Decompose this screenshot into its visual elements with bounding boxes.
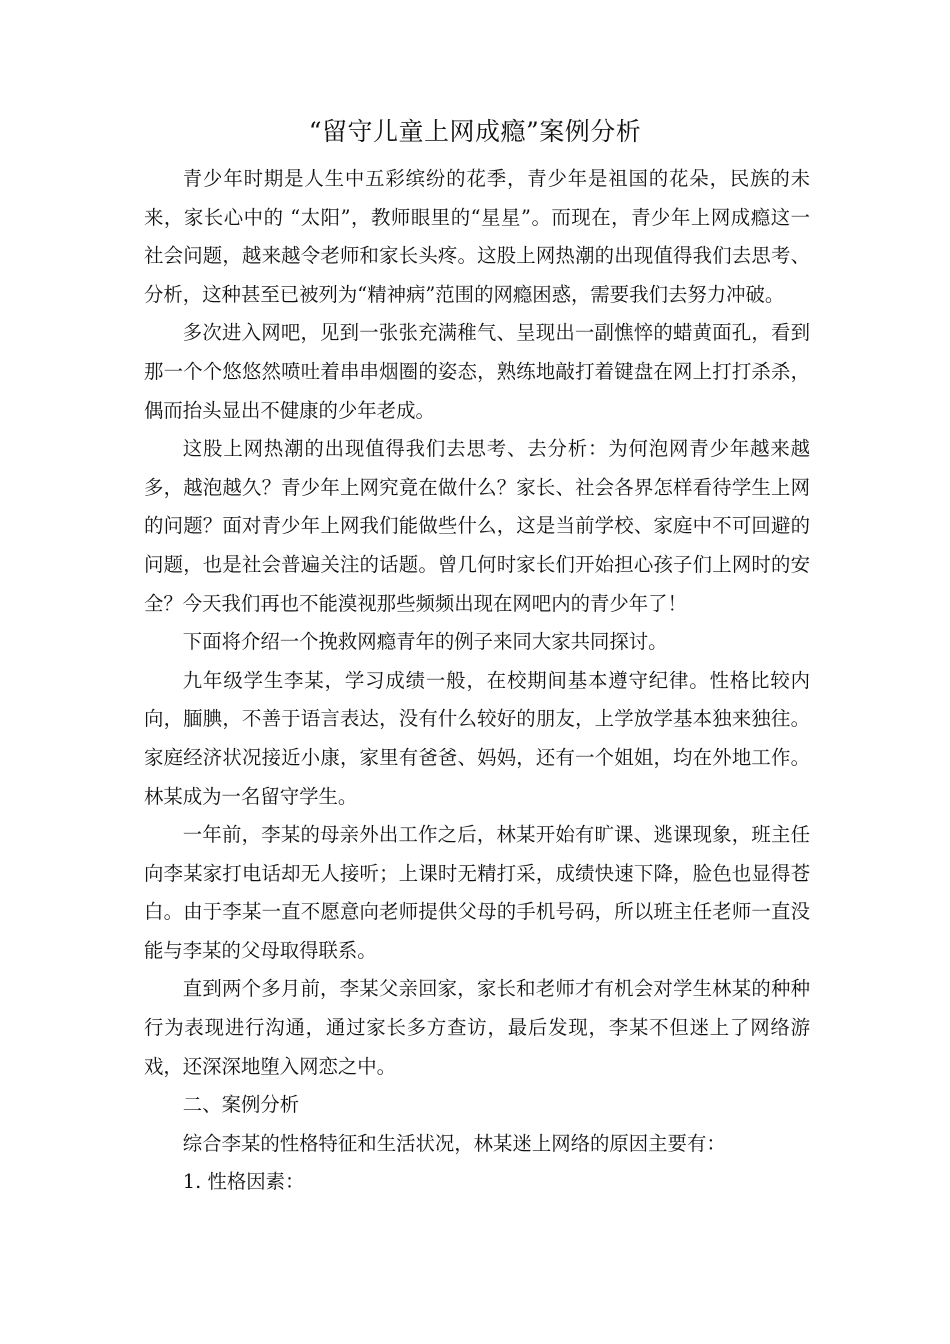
document-body xyxy=(144,160,810,1202)
document-title: “留守儿童上网成瘾”案例分析 xyxy=(308,117,642,146)
paragraph-student-background: 九年级学生李某，学习成绩一般，在校期间基本遵守纪律。性格比较内向，腼腆，不善于语言表达，没有什么较好的朋友，上学放学基本独来独往。家庭经济状况接近小康，家里有爸爸、妈妈，还有一个姐姐，均在外地工作。林某成为一名留守学生。 xyxy=(144,668,810,808)
paragraph-internet-cafe: 多次进入网吧，见到一张张充满稚气、呈现出一副憔悴的蜡黄面孔，看到那一个个悠悠然喷吐着串串烟圈的姿态，熟练地敲打着键盘在网上打打杀杀，偶而抬头显出不健康的少年老成。 xyxy=(144,321,810,422)
paragraph-problem-onset: 一年前，李某的母亲外出工作之后，林某开始有旷课、逃课现象，班主任向李某家打电话却无人接听；上课时无精打采，成绩快速下降，脸色也显得苍白。由于李某一直不愿意向老师提供父母的手机号码，所以班主任老师一直没能与李某的父母取得联系。 xyxy=(144,823,810,962)
paragraph-discovery: 直到两个多月前，李某父亲回家，家长和老师才有机会对学生林某的种种行为表现进行沟通，通过家长多方查访，最后发现，李某不但迷上了网络游戏，还深深地堕入网恋之中。 xyxy=(144,977,810,1078)
paragraph-analysis-lead: 综合李某的性格特征和生活状况，林某迷上网络的原因主要有： xyxy=(182,1131,726,1155)
paragraph-case-introduction: 下面将介绍一个挽救网瘾青年的例子来同大家共同探讨。 xyxy=(182,630,668,654)
section-heading-case-analysis: 二、案例分析 xyxy=(182,1093,300,1117)
paragraph-questions: 这股上网热潮的出现值得我们去思考、去分析：为何泡网青少年越来越多，越泡越久？青少年上网究竟在做什么？家长、社会各界怎样看待学生上网的问题？面对青少年上网我们能做些什么，这是当前学校、家庭中不可回避的问题，也是社会普遍关注的话题。曾几何时家长们开始担心孩子们上网时的安全？今天我们再也不能漠视那些频频出现在网吧内的青少年了！ xyxy=(144,437,810,615)
list-item-personality-factor: 1. 性格因素： xyxy=(182,1170,305,1194)
paragraph-intro: 青少年时期是人生中五彩缤纷的花季，青少年是祖国的花朵，民族的未来，家长心中的 “太阳”，教师眼里的“星星”。而现在，青少年上网成瘾这一社会问题，越来越令老师和家长头疼。这股上网热潮的出现值得我们去思考、分析，这种甚至已被列为“精神病”范围的网瘾困惑，需要我们去努力冲破。 xyxy=(144,167,810,306)
